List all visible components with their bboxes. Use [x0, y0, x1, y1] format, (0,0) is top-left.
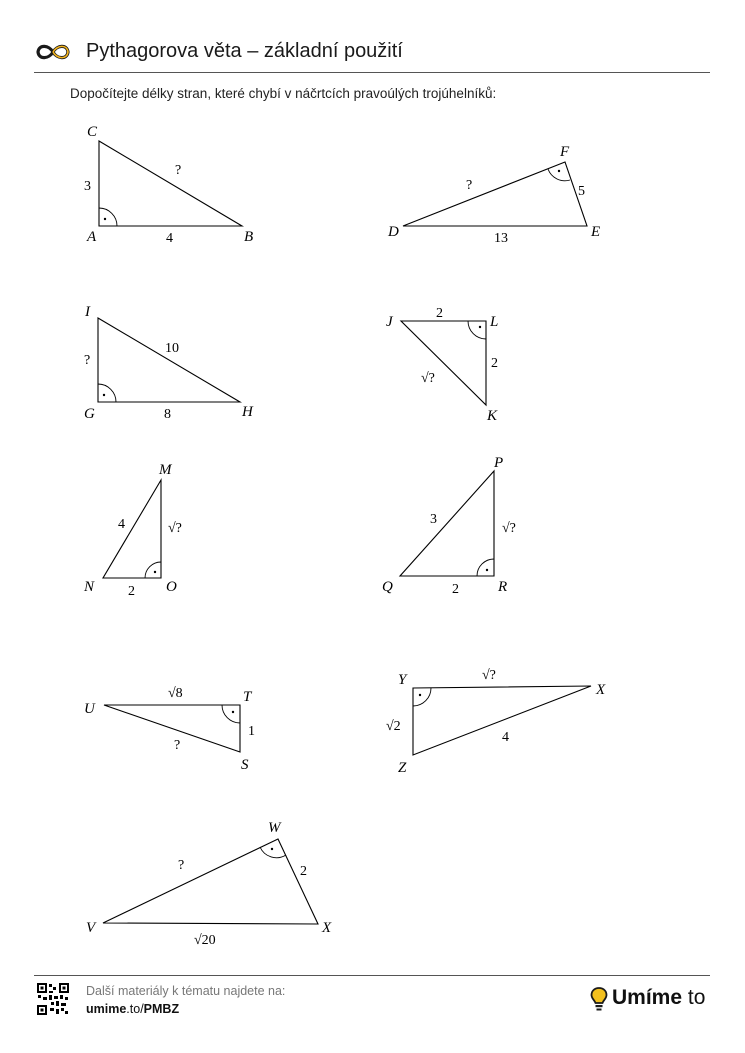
vertex-label: A	[87, 229, 97, 245]
vertex-label: D	[388, 224, 399, 240]
footer-divider	[34, 975, 710, 976]
brand-bold: Umíme	[612, 986, 683, 1009]
link-domain-rest: .to/	[126, 1002, 144, 1016]
vertex-label: C	[87, 124, 98, 140]
side-label: 5	[578, 184, 585, 199]
more-materials-text: Další materiály k tématu najdete na:	[86, 984, 286, 998]
vertex-label: Q	[382, 579, 393, 595]
link-code: PMBZ	[143, 1002, 180, 1016]
vertex-label: H	[242, 404, 253, 420]
brand-logo	[590, 986, 712, 1012]
vertex-label: U	[84, 701, 95, 717]
side-label: ?	[466, 178, 473, 193]
triangle-uts	[84, 686, 255, 773]
side-label: 13	[494, 231, 508, 246]
vertex-label: E	[591, 224, 601, 240]
vertex-label: P	[494, 455, 504, 471]
vertex-label: F	[560, 144, 570, 160]
side-label: √?	[168, 521, 182, 536]
side-label: 8	[164, 407, 171, 422]
link-domain-bold: umime	[86, 1002, 127, 1016]
vertex-label: J	[386, 314, 393, 330]
vertex-label: X	[322, 920, 332, 936]
vertex-label: N	[84, 579, 95, 595]
side-label: ?	[174, 738, 181, 753]
side-label: ?	[178, 858, 185, 873]
side-label: √?	[482, 668, 496, 683]
side-label: √8	[168, 686, 183, 701]
triangle-cab	[84, 124, 253, 246]
vertex-label: V	[86, 920, 96, 936]
vertex-label: I	[85, 304, 90, 320]
side-label: √?	[421, 371, 435, 386]
vertex-label: T	[243, 689, 252, 705]
vertex-label: Z	[398, 760, 407, 776]
side-label: 4	[502, 730, 509, 745]
triangle-igh	[84, 304, 254, 422]
side-label: 4	[166, 231, 173, 246]
vertex-label: O	[166, 579, 177, 595]
side-label: 3	[430, 512, 437, 527]
triangle-wvx	[86, 820, 332, 948]
side-label: 2	[491, 356, 498, 371]
vertex-label: Y	[398, 672, 407, 688]
side-label: √2	[386, 719, 401, 734]
vertex-label: K	[487, 408, 498, 424]
materials-link[interactable]	[86, 1002, 179, 1016]
side-label: 10	[165, 341, 179, 356]
side-label: 4	[118, 517, 125, 532]
side-label: 2	[436, 306, 443, 321]
vertex-label: R	[498, 579, 508, 595]
brand-rest: to	[682, 986, 706, 1009]
vertex-label: G	[84, 406, 95, 422]
brand-name	[612, 986, 705, 1010]
side-label: √?	[502, 521, 516, 536]
triangle-mno	[83, 462, 182, 599]
vertex-label: B	[244, 229, 254, 245]
triangle-pqr	[382, 455, 516, 597]
vertex-label: M	[159, 462, 172, 478]
triangle-fde	[387, 144, 600, 246]
qr-code-icon	[36, 982, 70, 1016]
side-label: 2	[300, 864, 307, 879]
vertex-label: X	[596, 682, 606, 698]
side-label: 2	[452, 582, 459, 597]
side-label: 2	[128, 584, 135, 599]
triangle-yxz	[386, 668, 606, 776]
instruction-text: Dopočítejte délky stran, které chybí v náčrtcích pravoúlých trojúhelníků:	[70, 86, 497, 101]
side-label: 1	[248, 724, 255, 739]
page-title: Pythagorova věta – základní použití	[86, 40, 403, 62]
side-label: ?	[84, 353, 91, 368]
side-label: ?	[175, 163, 182, 178]
lightbulb-icon	[590, 986, 608, 1012]
side-label: 3	[84, 179, 91, 194]
vertex-label: S	[241, 757, 249, 773]
vertex-label: W	[268, 820, 281, 836]
side-label: √20	[194, 933, 216, 948]
vertex-label: L	[490, 314, 499, 330]
triangle-jlk	[386, 306, 498, 424]
